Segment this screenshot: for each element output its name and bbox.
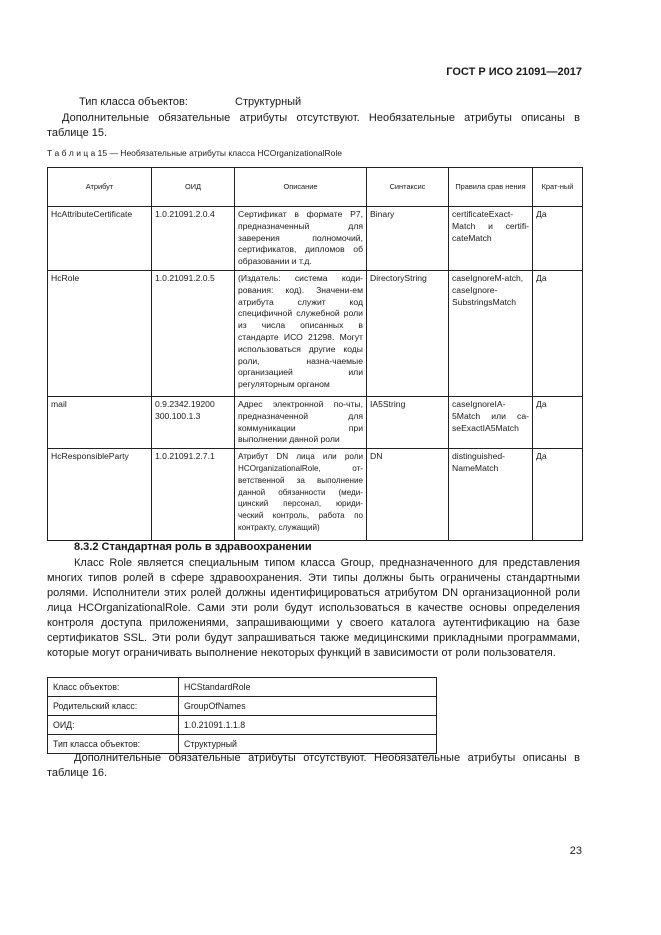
- cell-syntax: DN: [367, 449, 449, 541]
- cell-multivalued: Да: [533, 396, 583, 448]
- header-matching-rules: Правила срав нения: [449, 168, 533, 207]
- cell-value: HCStandardRole: [179, 678, 437, 697]
- cell-label: ОИД:: [48, 716, 179, 735]
- document-header: ГОСТ Р ИСО 21091—2017: [446, 66, 582, 78]
- cell-matching-rules: certificateExact-Match и certifi-cateMatch: [449, 207, 533, 271]
- cell-description: Адрес электронной по-чты, предназначенной для коммуникации при выполнении данной роли: [235, 396, 367, 448]
- page-number: 23: [569, 845, 582, 857]
- cell-oid: 0.9.2342.19200 300.100.1.3: [152, 396, 235, 448]
- cell-multivalued: Да: [533, 449, 583, 541]
- table-row: [48, 449, 583, 541]
- section-paragraph: Класс Role является специальным типом класса Group, предназначенного для представления многих типов ролей в сфере здравоохранения. Эти типы должны быть ограничены стандартными ролями. Исполнители этих ролей должны идентифицироваться атрибутом DN организационной роли лица HCOrganizationalRole. Сами эти роли будут использоваться в качестве основы определения контроля доступа приложениями, запрашивающими у своего каталога аутентификацию на базе сертификатов SSL. Эти роли будут запрашиваться также медицинскими прикладными программами, которые могут ограничивать выполнение некоторых функций в зависимости от роли пользователя.: [47, 557, 580, 659]
- class-type-value: Структурный: [235, 96, 302, 108]
- cell-value: 1.0.21091.1.1.8: [179, 716, 437, 735]
- cell-attribute: HcRole: [48, 270, 152, 396]
- table-row: [48, 697, 437, 716]
- cell-syntax: Binary: [367, 207, 449, 271]
- table-row: [48, 716, 437, 735]
- header-attribute: Атрибут: [48, 168, 152, 207]
- cell-description: (Издатель: система коди-рования: код). Значени-ем атрибута служит код специфичной служебной роли из числа описанных в стандарте ИСО 21298. Могут использоваться другие коды роли, назна-чаемые организацией или регуляторным органом: [235, 270, 367, 396]
- table15-caption: Т а б л и ц а 15 — Необязательные атрибуты класса HCOrganizationalRole: [47, 148, 343, 158]
- table-15: [47, 167, 583, 541]
- class-type-label: Тип класса объектов:: [79, 96, 188, 108]
- intro-paragraph: Дополнительные обязательные атрибуты отсутствуют. Необязательные атрибуты описаны в таблице 15.: [47, 112, 580, 139]
- cell-value: Структурный: [179, 735, 437, 754]
- cell-syntax: IA5String: [367, 396, 449, 448]
- cell-oid: 1.0.21091.2.0.4: [152, 207, 235, 271]
- table-row: [48, 207, 583, 271]
- table-row: [48, 270, 583, 396]
- cell-matching-rules: caseIgnoreIA-5Match или ca-seExactIA5Match: [449, 396, 533, 448]
- cell-syntax: DirectoryString: [367, 270, 449, 396]
- cell-label: Родительский класс:: [48, 697, 179, 716]
- cell-attribute: mail: [48, 396, 152, 448]
- cell-attribute: HcAttributeCertificate: [48, 207, 152, 271]
- table-header-row: [48, 168, 583, 207]
- cell-multivalued: Да: [533, 270, 583, 396]
- header-description: Описание: [235, 168, 367, 207]
- table-row: [48, 678, 437, 697]
- cell-multivalued: Да: [533, 207, 583, 271]
- table-row: [48, 396, 583, 448]
- closing-paragraph: Дополнительные обязательные атрибуты отсутствуют. Необязательные атрибуты описаны в таблице 16.: [47, 752, 580, 779]
- cell-oid: 1.0.21091.2.0.5: [152, 270, 235, 396]
- cell-attribute: HcResponsibleParty: [48, 449, 152, 541]
- header-syntax: Синтаксис: [367, 168, 449, 207]
- cell-description: Атрибут DN лица или роли HCOrganizationalRole, от-ветственной за выполнение данной обязанности (меди-цинский персонал, юриди-ческий контроль, работа по контракту, служащий): [235, 449, 367, 541]
- cell-matching-rules: caseIgnoreM-atch, caseIgnore-SubstringsMatch: [449, 270, 533, 396]
- table-16: [47, 677, 437, 754]
- cell-label: Класс объектов:: [48, 678, 179, 697]
- header-oid: ОИД: [152, 168, 235, 207]
- cell-description: Сертификат в формате P7, предназначенный для заверения полномочий, сертификатов, дипломов об образовании и т.д.: [235, 207, 367, 271]
- section-heading: 8.3.2 Стандартная роль в здравоохранении: [74, 541, 312, 553]
- header-multivalued: Крат-ный: [533, 168, 583, 207]
- cell-matching-rules: distinguished-NameMatch: [449, 449, 533, 541]
- cell-label: Тип класса объектов:: [48, 735, 179, 754]
- cell-oid: 1.0.21091.2.7.1: [152, 449, 235, 541]
- cell-value: GroupOfNames: [179, 697, 437, 716]
